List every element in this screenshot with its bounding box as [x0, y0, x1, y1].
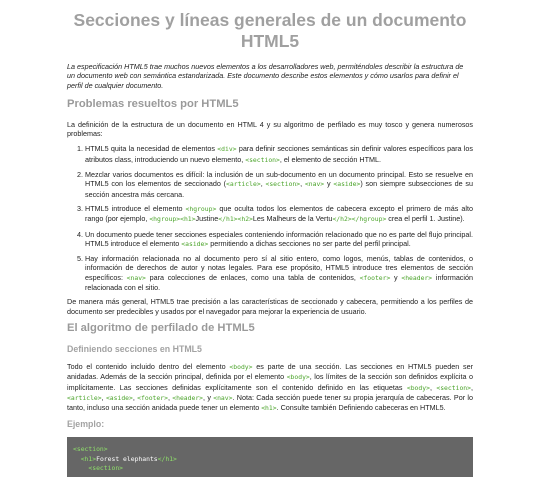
- item-text: Hay información relacionada no al documento pero sí al sitio entero, como logos, menús, tablas de contenidos, o información de derechos de autor y notas legales. Para ese propósito, HTML5 introduce tres elementos de sección específicos:: [85, 254, 473, 282]
- subsection-heading: Definiendo secciones en HTML5: [67, 343, 202, 354]
- para-text: Todo el contenido incluido dentro del elemento: [67, 361, 230, 371]
- code-tag: <h1>: [73, 454, 97, 463]
- para-text: ,: [101, 392, 106, 402]
- code-tag: <section>: [265, 180, 301, 189]
- item-text: para colecciones de enlaces, como una tabla de contenidos,: [145, 272, 360, 282]
- code-tag: <body>: [229, 362, 253, 371]
- example-label: Ejemplo:: [67, 419, 105, 430]
- code-tag: <section>: [245, 155, 280, 164]
- item-text: crea el perfil 1. Justine).: [386, 214, 465, 224]
- item-text: ,: [300, 179, 305, 189]
- para-text: , y: [203, 392, 214, 402]
- code-line: [73, 464, 467, 474]
- list-item: [85, 170, 473, 199]
- item-text: HTML5 quita la necesidad de elementos: [85, 144, 218, 154]
- page-title: Secciones y líneas generales de un documento HTML5: [73, 10, 467, 51]
- code-tag: <section>: [73, 464, 124, 473]
- sections-paragraph: [67, 362, 473, 413]
- code-tag: </h1><h2>: [218, 215, 253, 224]
- code-tag: </h2></hgroup>: [332, 215, 387, 224]
- intro-paragraph: La especificación HTML5 trae muchos nuevos elementos a los desarrolladores web, permiténdoles describir la estructura de un documento web con semántica estandarizada. Este documento describe estos elementos y cómo usarlos para definir el perfil de cualquier documento.: [67, 62, 464, 90]
- code-tag: <article>: [226, 180, 261, 189]
- section-heading-problems: Problemas resueltos por HTML5: [67, 97, 239, 110]
- item-text: Justine: [195, 214, 219, 224]
- code-tag: <section>: [73, 445, 108, 454]
- item-text: permitiendo a dichas secciones no ser parte del perfil principal.: [208, 238, 411, 248]
- code-text: Forest elephants: [96, 454, 158, 463]
- item-text: que oculta todos los elementos de cabecera excepto el primero de más alto rango (por ejemplo,: [85, 203, 474, 224]
- list-item: [85, 254, 473, 292]
- item-text: Les Malheurs de la Vertu: [252, 214, 333, 224]
- code-tag: <section>: [436, 383, 471, 392]
- item-text: ) son siempre subsecciones de su sección ancestra más cercana.: [85, 179, 473, 199]
- section-heading-algorithm: El algoritmo de perfilado de HTML5: [67, 321, 255, 334]
- code-tag: <hgroup>: [185, 204, 217, 213]
- item-text: , el elemento de sección HTML.: [279, 154, 381, 164]
- para-text: ,: [167, 392, 173, 402]
- problems-paragraph: La definición de la estructura de un documento en HTML 4 y su algoritmo de perfilado es muy tosco y genera numerosos problemas:: [67, 119, 473, 139]
- code-tag: <footer>: [137, 393, 168, 402]
- para-text: es parte de una sección. Las secciones en HTML5 pueden ser anidadas. Además de la sección principal, definida por el elemento: [67, 361, 473, 382]
- code-line: [73, 455, 467, 465]
- code-tag: <article>: [67, 393, 102, 402]
- code-tag: <footer>: [359, 273, 391, 282]
- item-text: y: [324, 179, 334, 189]
- item-text: y: [390, 272, 402, 282]
- code-tag: <aside>: [105, 393, 133, 402]
- code-tag: <header>: [401, 273, 433, 282]
- code-tag: <hgroup><h1>: [149, 215, 196, 224]
- code-tag: <div>: [217, 145, 237, 154]
- para-text: ,: [132, 392, 138, 402]
- item-text: Mezclar varios documentos es difícil: la inclusión de un sub-documento en un documento principal. Esto se resuelve en HTML5 con los elementos de seccionado (: [85, 170, 473, 189]
- closing-paragraph: De manera más general, HTML5 trae precisión a las características de seccionado y cabecera, permitiendo a los perfiles de documento ser predecibles y usados por el navegador para mejorar la experiencia de usuario.: [67, 297, 473, 316]
- item-text: ,: [260, 179, 266, 189]
- code-tag: <header>: [172, 393, 204, 402]
- code-tag: <nav>: [126, 273, 146, 282]
- list-item: [85, 230, 473, 250]
- para-text: , los límites de la sección son definidos explícita o implícitamente. Las secciones definidas explícitamente son el contenido definido en las etiquetas: [67, 372, 473, 392]
- code-line: [73, 445, 467, 455]
- problems-list: [67, 144, 473, 292]
- code-example-block: [67, 437, 473, 477]
- list-item: [85, 204, 473, 225]
- para-text: ,: [471, 382, 473, 392]
- code-tag: <aside>: [333, 180, 361, 189]
- list-item: [85, 144, 473, 165]
- code-tag: <aside>: [181, 239, 209, 248]
- item-text: para definir secciones semánticas sin definir valores específicos para los atributos class, introduciendo un nuevo elemento,: [85, 144, 473, 164]
- code-tag: </h1>: [157, 454, 177, 463]
- item-text: HTML5 introduce el elemento: [85, 203, 186, 213]
- code-tag: <nav>: [304, 180, 325, 189]
- code-tag: <nav>: [213, 393, 233, 402]
- code-tag: <body>: [406, 383, 430, 392]
- code-tag: <body>: [286, 373, 310, 382]
- para-text: . Nota: Cada sección puede tener su propia jerarquía de cabeceras. Por lo tanto, incluso una sección anidada puede tener un elemento: [67, 392, 473, 413]
- item-text: Un documento puede tener secciones especiales conteniendo información relacionado que no es parte del flujo principal. HTML5 introduce el elemento: [85, 229, 473, 248]
- item-text: información relacionada con el sitio.: [85, 272, 473, 293]
- para-text: ,: [429, 382, 437, 392]
- code-tag: <h1>: [261, 404, 277, 413]
- para-text: . Consulte también Definiendo cabeceras en HTML5.: [276, 403, 446, 413]
